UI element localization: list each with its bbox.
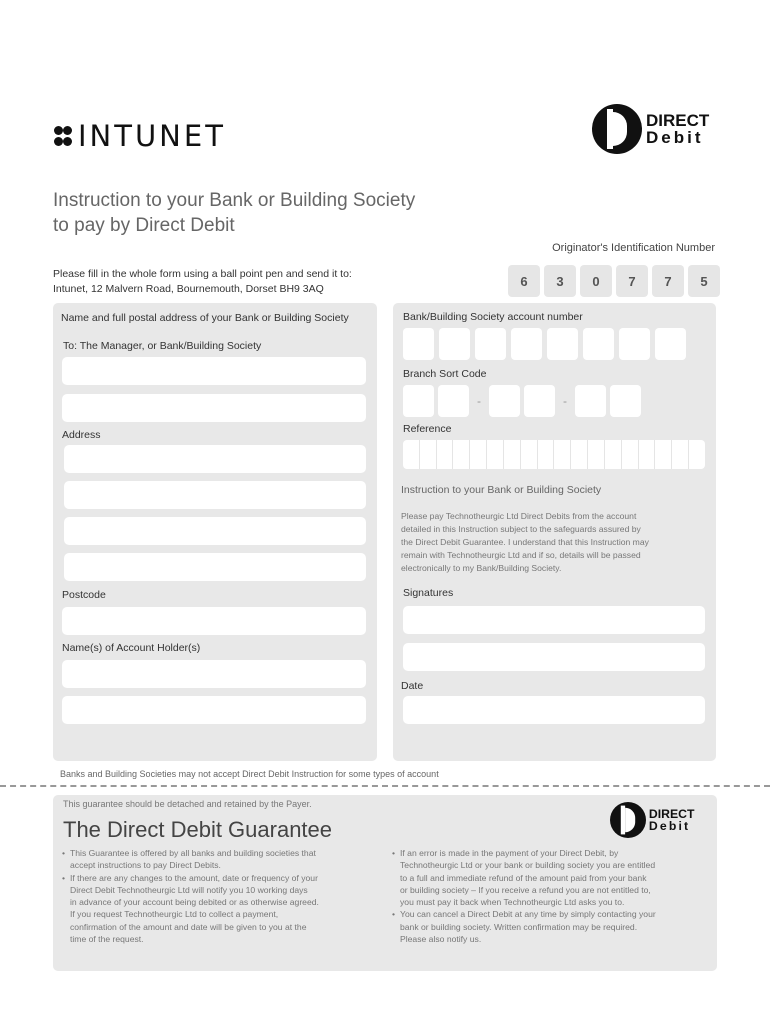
- account-holder-field-1[interactable]: [62, 660, 366, 688]
- bank-name-field-1[interactable]: [62, 357, 366, 385]
- instruction-text: [401, 510, 705, 575]
- detach-line: [0, 785, 770, 787]
- instruction-line: electronically to my Bank/Building Society.: [401, 563, 562, 573]
- form-instructions: [53, 267, 352, 297]
- oin-digit: 7: [652, 265, 684, 297]
- direct-debit-word1: DIRECT: [646, 111, 710, 130]
- guarantee-title: The Direct Debit Guarantee: [63, 817, 333, 842]
- direct-debit-word1: DIRECT: [648, 807, 695, 821]
- instruction-line: the Direct Debit Guarantee. I understand that this Instruction may: [401, 537, 649, 547]
- signatures-label: Signatures: [403, 587, 454, 599]
- oin-digit: 7: [616, 265, 648, 297]
- sort-code-box[interactable]: [403, 385, 434, 417]
- signature-field-1[interactable]: [403, 606, 705, 634]
- guarantee-detach-note: This guarantee should be detached and retained by the Payer.: [63, 799, 312, 809]
- reference-label: Reference: [403, 423, 452, 435]
- brand-name: INTUNET: [78, 119, 226, 153]
- oin-digit: 0: [580, 265, 612, 297]
- page-title-line2: to pay by Direct Debit: [53, 215, 235, 236]
- oin-digit: 5: [688, 265, 720, 297]
- oin-digit: 6: [508, 265, 540, 297]
- account-digit-box[interactable]: [547, 328, 578, 360]
- oin-digit: 3: [544, 265, 576, 297]
- postcode-field[interactable]: [62, 607, 366, 635]
- account-digit-box[interactable]: [655, 328, 686, 360]
- account-digit-box[interactable]: [403, 328, 434, 360]
- guarantee-direct-debit-logo: [610, 802, 694, 838]
- guarantee-bullet: • This Guarantee is offered by all banks and building societies that accept instructions to pay Direct Debits.: [62, 847, 382, 872]
- reference-field[interactable]: [403, 440, 705, 469]
- guarantee-bullet: • If there are any changes to the amount, date or frequency of your Direct Debit Technotheurgic Ltd will notify you 10 working days in advance of your account being debited or as otherwise agreed. If you request Technotheurgic Ltd to collect a payment, confirmation of the amount and date will be given to you at the time of the request.: [62, 872, 382, 946]
- sort-code-box[interactable]: [575, 385, 606, 417]
- direct-debit-word2: Debit: [648, 819, 691, 833]
- direct-debit-icon: [610, 802, 646, 838]
- instructions-line1: Please fill in the whole form using a ball point pen and send it to:: [53, 268, 352, 280]
- guarantee-left-list: [62, 847, 382, 945]
- account-digit-box[interactable]: [439, 328, 470, 360]
- account-digit-box[interactable]: [619, 328, 650, 360]
- oin-digits: [508, 265, 720, 297]
- page-title: [53, 188, 415, 238]
- address-field-4[interactable]: [64, 553, 366, 581]
- signature-field-2[interactable]: [403, 643, 705, 671]
- instruction-line: remain with Technotheurgic Ltd and if so, details will be passed: [401, 550, 641, 560]
- page-title-line1: Instruction to your Bank or Building Society: [53, 190, 416, 211]
- account-number-label: Bank/Building Society account number: [403, 311, 583, 323]
- instruction-heading: Instruction to your Bank or Building Society: [401, 484, 602, 496]
- acceptance-note: Banks and Building Societies may not accept Direct Debit Instruction for some types of account: [60, 769, 439, 779]
- address-label: Address: [62, 429, 101, 441]
- to-manager-label: To: The Manager, or Bank/Building Society: [63, 340, 262, 352]
- date-label: Date: [401, 680, 424, 692]
- account-digit-box[interactable]: [583, 328, 614, 360]
- address-field-1[interactable]: [64, 445, 366, 473]
- direct-debit-logo: [592, 104, 709, 154]
- address-field-3[interactable]: [64, 517, 366, 545]
- direct-debit-word2: Debit: [646, 128, 704, 147]
- account-holder-field-2[interactable]: [62, 696, 366, 724]
- account-number-boxes: [403, 328, 686, 360]
- intunet-logo-mark-icon: [54, 124, 74, 148]
- sort-code-boxes: [403, 385, 641, 417]
- instructions-line2: Intunet, 12 Malvern Road, Bournemouth, Dorset BH9 3AQ: [53, 283, 324, 295]
- sort-code-separator: -: [477, 394, 481, 408]
- instruction-line: detailed in this Instruction subject to the safeguards assured by: [401, 524, 641, 534]
- sort-code-box[interactable]: [489, 385, 520, 417]
- account-digit-box[interactable]: [511, 328, 542, 360]
- sort-code-label: Branch Sort Code: [403, 368, 487, 380]
- bank-address-heading: Name and full postal address of your Bank or Building Society: [61, 312, 349, 324]
- instruction-line: Please pay Technotheurgic Ltd Direct Debits from the account: [401, 511, 637, 521]
- date-field[interactable]: [403, 696, 705, 724]
- sort-code-box[interactable]: [524, 385, 555, 417]
- sort-code-box[interactable]: [610, 385, 641, 417]
- sort-code-box[interactable]: [438, 385, 469, 417]
- bank-name-field-2[interactable]: [62, 394, 366, 422]
- sort-code-separator: -: [563, 394, 567, 408]
- guarantee-bullet: • You can cancel a Direct Debit at any time by simply contacting your bank or building society. Written confirmation may be required. Please also notify us.: [392, 908, 710, 945]
- direct-debit-icon: [592, 104, 642, 154]
- postcode-label: Postcode: [62, 589, 106, 601]
- address-field-2[interactable]: [64, 481, 366, 509]
- account-digit-box[interactable]: [475, 328, 506, 360]
- guarantee-bullet: • If an error is made in the payment of your Direct Debit, by Technotheurgic Ltd or your bank or building society you are entitled to a full and immediate refund of the amount paid from your bank or building society – If you receive a refund you are not entitled to, you must pay it back when Technotheurgic Ltd asks you to.: [392, 847, 710, 908]
- account-holders-label: Name(s) of Account Holder(s): [62, 642, 201, 654]
- guarantee-right-list: [392, 847, 710, 945]
- oin-label: Originator's Identification Number: [552, 242, 715, 254]
- intunet-logo: [54, 119, 226, 153]
